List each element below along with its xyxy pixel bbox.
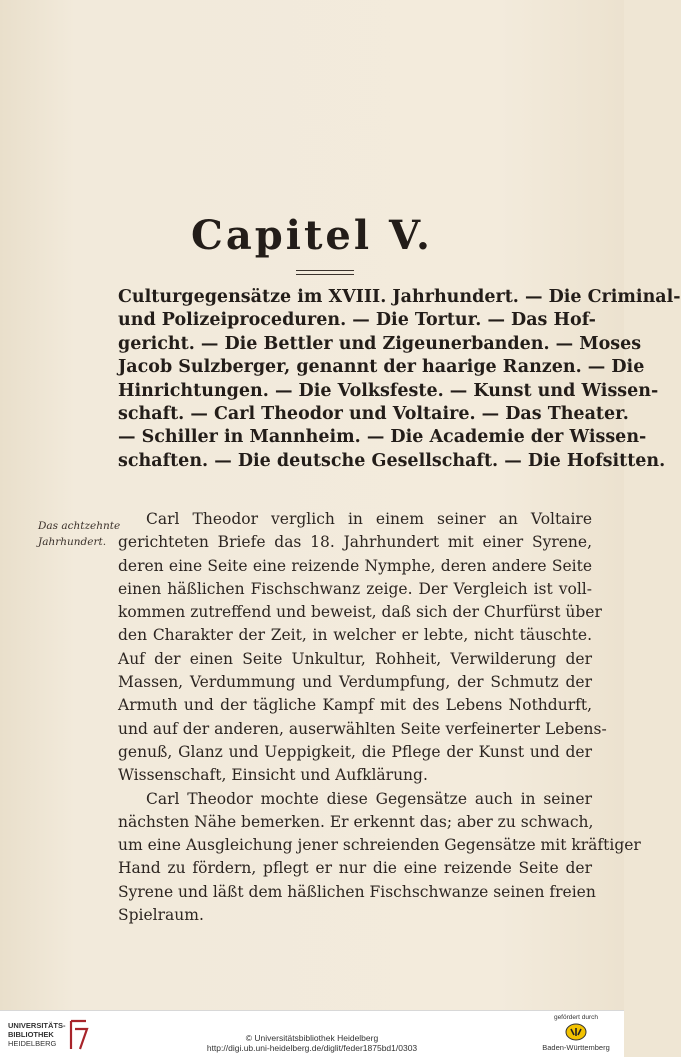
body-line: Auf der einen Seite Unkultur, Rohheit, Verwilderung der	[118, 649, 592, 668]
body-line: nächsten Nähe bemerken. Er erkennt das; aber zu schwach,	[118, 812, 594, 831]
copyright-notice	[0, 1033, 624, 1053]
body-line: Carl Theodor verglich in einem seiner an Voltaire	[146, 510, 592, 528]
chapter-title: Capitel V.	[191, 212, 433, 259]
body-line: um eine Ausgleichung jener schreienden Gegensätze mit kräftiger	[118, 836, 641, 855]
logo-line: HEIDELBERG	[8, 1039, 57, 1048]
state-crest-icon	[565, 1023, 587, 1041]
summary-line: Culturgegensätze im XVIII. Jahrhundert. — Die Criminal-	[118, 287, 681, 307]
logo-line: BIBLIOTHEK	[8, 1030, 54, 1039]
chapter-summary	[118, 286, 681, 473]
body-line: und auf der anderen, auserwählten Seite verfeinerter Lebens-	[118, 719, 607, 738]
body-line: deren eine Seite eine reizende Nymphe, deren andere Seite	[118, 556, 592, 575]
body-text	[118, 508, 641, 927]
body-line: Syrene und läßt dem häßlichen Fischschwanze seinen freien	[118, 882, 596, 901]
body-line: Massen, Verdummung und Verdumpfung, der Schmutz der	[118, 673, 592, 692]
summary-line: und Polizeiproceduren. — Die Tortur. — Das Hof-	[118, 310, 596, 331]
body-line: den Charakter der Zeit, in welcher er lebte, nicht täuschte.	[118, 626, 592, 645]
body-line: Spielraum.	[118, 906, 204, 925]
digitization-footer	[0, 1010, 624, 1057]
summary-line: Jacob Sulzberger, genannt der haarige Ranzen. — Die	[118, 357, 645, 378]
logo-line: UNIVERSITÄTS-	[8, 1021, 66, 1030]
summary-line: gericht. — Die Bettler und Zigeunerbanden. — Moses	[118, 333, 642, 354]
body-line: Hand zu fördern, pflegt er nur die eine reizende Seite der	[118, 859, 592, 878]
copyright-text: © Universitätsbibliothek Heidelberg	[245, 1033, 379, 1043]
body-line: Wissenschaft, Einsicht und Aufklärung.	[118, 766, 428, 785]
summary-line: schaften. — Die deutsche Gesellschaft. — Die Hofsitten.	[118, 450, 666, 471]
margin-note	[38, 518, 122, 550]
summary-line: schaft. — Carl Theodor und Voltaire. — Das Theater.	[118, 403, 629, 424]
funded-by-label: gefördert durch	[553, 1014, 599, 1021]
body-line: Armuth und der tägliche Kampf mit des Lebens Nothdurft,	[118, 696, 592, 715]
summary-line: Hinrichtungen. — Die Volksfeste. — Kunst und Wissen-	[118, 380, 659, 401]
body-line: Carl Theodor mochte diese Gegensätze auch in seiner	[146, 789, 592, 808]
body-line: gerichteten Briefe das 18. Jahrhundert mit einer Syrene,	[118, 533, 592, 552]
funder-name: Baden-Württemberg	[542, 1043, 610, 1052]
body-line: genuß, Glanz und Ueppigkeit, die Pflege der Kunst und der	[118, 742, 592, 761]
body-line: kommen zutreffend und beweist, daß sich der Churfürst über	[118, 603, 602, 622]
margin-note-line: Das achtzehnte	[38, 520, 121, 532]
title-rule-top	[296, 270, 354, 271]
permalink[interactable]: http://digi.ub.uni-heidelberg.de/diglit/feder1875bd1/0303	[206, 1043, 418, 1053]
summary-line: — Schiller in Mannheim. — Die Academie der Wissen-	[118, 427, 647, 448]
body-line: einen häßlichen Fischschwanz zeige. Der Vergleich ist voll-	[118, 579, 592, 598]
funder-block	[536, 1014, 616, 1052]
margin-note-line: Jahrhundert.	[38, 536, 107, 548]
title-rule-bottom	[296, 274, 354, 275]
